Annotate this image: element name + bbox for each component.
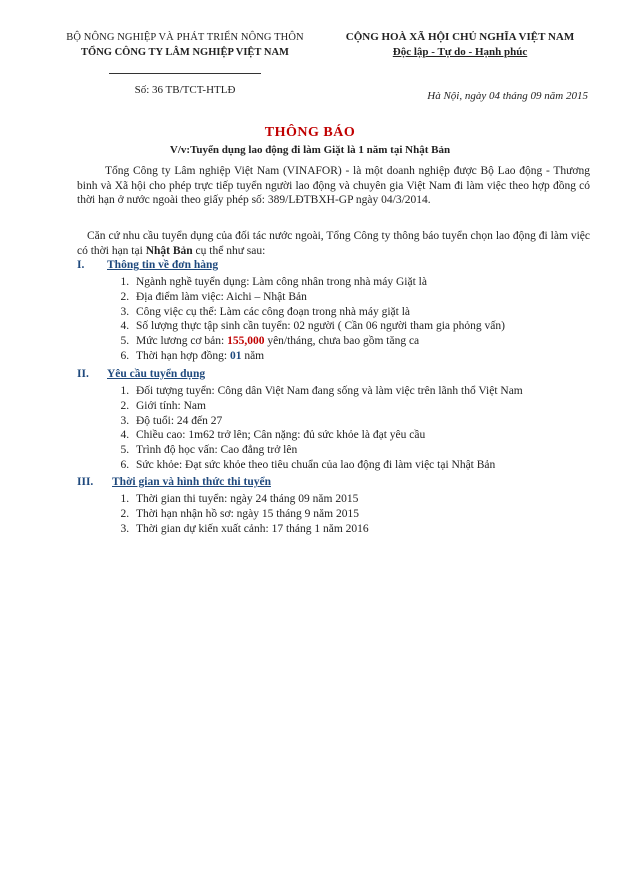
list-item: 4. Chiều cao: 1m62 trở lên; Cân nặng: đủ sức khỏe là đạt yêu cầu: [132, 428, 612, 443]
section-heading-2: [77, 368, 205, 380]
section-number: I.: [77, 259, 85, 271]
issuer-header: [40, 30, 330, 98]
term-value: 01: [229, 349, 242, 362]
intro-paragraph-1: Tổng Công ty Lâm nghiệp Việt Nam (VINAFOR) - là một doanh nghiệp được Bộ Lao động - Thương binh và Xã hội cho phép trực tiếp tuyển người lao động và chuyên gia Việt Nam đi làm việc theo hợp đồng có thời hạn ở nước ngoài theo giấy phép số: 389/LĐTBXH-GP ngày 04/3/2014.: [77, 165, 590, 206]
salary-value: 155,000: [227, 335, 265, 348]
list-item: 3. Độ tuổi: 24 đến 27: [132, 414, 612, 429]
section-label: Thời gian và hình thức thi tuyển: [112, 476, 271, 488]
list-item: 3. Công việc cụ thể: Làm các công đoạn trong nhà máy giặt là: [132, 305, 612, 320]
salary-label: Mức lương cơ bản:: [136, 335, 228, 348]
salary-suffix: yên/tháng, chưa bao gồm tăng ca: [264, 335, 420, 348]
country-name: CỘNG HOÀ XÃ HỘI CHỦ NGHĨA VIỆT NAM: [345, 31, 575, 43]
section-number: III.: [77, 476, 94, 488]
intro-p2-tail: cụ thể như sau:: [192, 244, 266, 257]
section-heading-1: [77, 259, 218, 271]
document-number: Số: 36 TB/TCT-HTLĐ: [134, 84, 236, 96]
list-item: [132, 349, 612, 364]
national-header: [330, 30, 590, 60]
section-label: Yêu cầu tuyển dụng: [107, 368, 206, 380]
section-heading-3: [77, 476, 271, 488]
section-3-list: [112, 492, 612, 536]
list-item: 3. Thời gian dự kiến xuất cảnh: 17 tháng 1 năm 2016: [132, 522, 612, 537]
company-name: TỔNG CÔNG TY LÂM NGHIỆP VIỆT NAM: [81, 47, 289, 58]
section-1-list: [112, 275, 612, 364]
list-item: 2. Giới tính: Nam: [132, 399, 612, 414]
list-item: 2. Địa điểm làm việc: Aichi – Nhật Bản: [132, 290, 612, 305]
section-number: II.: [77, 368, 89, 380]
national-motto: Độc lập - Tự do - Hạnh phúc: [392, 46, 528, 58]
term-label: Thời hạn hợp đồng:: [136, 349, 230, 362]
intro-p2-text: Căn cứ nhu cầu tuyển dụng của đối tác nước ngoài, Tổng Công ty thông báo tuyển chọn lao động đi làm việc có thời hạn tại: [77, 230, 590, 257]
intro-paragraph-2: [77, 229, 590, 258]
list-item: 5. Trình độ học vấn: Cao đẳng trở lên: [132, 443, 612, 458]
section-2-list: [112, 384, 612, 473]
term-suffix: năm: [241, 349, 265, 362]
list-item: 1. Thời gian thi tuyển: ngày 24 tháng 09 năm 2015: [132, 492, 612, 507]
ministry-name: BỘ NÔNG NGHIỆP VÀ PHÁT TRIỂN NÔNG THÔN: [66, 32, 304, 43]
list-item: 2. Thời hạn nhận hồ sơ: ngày 15 tháng 9 năm 2015: [132, 507, 612, 522]
list-item: [132, 334, 612, 349]
document-subtitle: V/v:Tuyển dụng lao động đi làm Giặt là 1 năm tại Nhật Bản: [169, 144, 451, 156]
document-title: THÔNG BÁO: [264, 125, 356, 140]
list-item: 1. Ngành nghề tuyển dụng: Làm công nhân trong nhà máy Giặt là: [132, 275, 612, 290]
section-label: Thông tin về đơn hàng: [107, 259, 219, 271]
list-item: 4. Số lượng thực tập sinh cần tuyển: 02 người ( Cần 06 người tham gia phỏng vấn): [132, 319, 612, 334]
header-divider: [109, 73, 261, 74]
country-highlight: Nhật Bản: [145, 244, 193, 257]
document-date: Hà Nội, ngày 04 tháng 09 năm 2015: [427, 90, 588, 102]
list-item: 1. Đối tượng tuyển: Công dân Việt Nam đang sống và làm việc trên lãnh thổ Việt Nam: [132, 384, 612, 399]
list-item: 6. Sức khỏe: Đạt sức khỏe theo tiêu chuẩn của lao động đi làm việc tại Nhật Bản: [132, 458, 612, 473]
